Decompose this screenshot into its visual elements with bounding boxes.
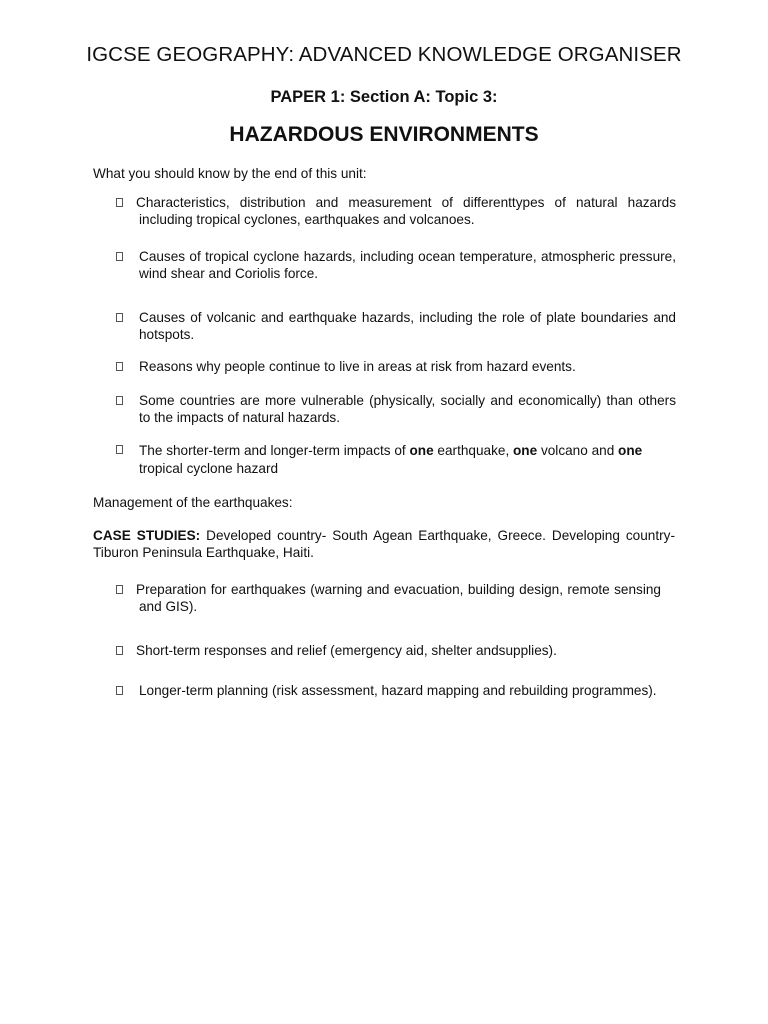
impacts-mid-earthquake: earthquake, [433, 443, 513, 458]
case-studies-label: CASE STUDIES: [93, 528, 201, 543]
impacts-prefix: The shorter-term and longer-term impacts of [139, 443, 410, 458]
objective-text: Causes of volcanic and earthquake hazards, including the role of plate boundaries and hotspots. [139, 310, 676, 342]
objective-text: Characteristics, distribution and measurement of differenttypes of natural hazards including tropical cyclones, earthquakes and volcanoes. [136, 195, 676, 227]
checkbox-icon [116, 585, 123, 594]
intro-text: What you should know by the end of this unit: [93, 166, 367, 181]
objective-text [139, 442, 676, 478]
emphasis-one: one [618, 443, 643, 458]
objective-text: Some countries are more vulnerable (physically, socially and economically) than others to the impacts of natural hazards. [139, 393, 676, 425]
management-item [116, 683, 676, 700]
document-title: IGCSE GEOGRAPHY: ADVANCED KNOWLEDGE ORGANISER [86, 43, 682, 66]
objective-item [116, 195, 676, 228]
checkbox-icon [116, 198, 123, 207]
objective-item [116, 359, 676, 376]
management-item [116, 643, 676, 660]
topic-title: HAZARDOUS ENVIRONMENTS [229, 123, 539, 146]
checkbox-icon [116, 646, 123, 655]
objective-text: Reasons why people continue to live in areas at risk from hazard events. [139, 359, 576, 374]
objective-item [116, 249, 676, 282]
impacts-suffix: tropical cyclone hazard [139, 461, 279, 476]
impacts-mid-volcano: volcano and [537, 443, 619, 458]
checkbox-icon [116, 396, 123, 405]
emphasis-one: one [513, 443, 538, 458]
management-text: Short-term responses and relief (emergency aid, shelter andsupplies). [136, 643, 557, 658]
checkbox-icon [116, 252, 123, 261]
management-text: Longer-term planning (risk assessment, hazard mapping and rebuilding programmes). [139, 683, 657, 698]
case-studies-text: Developed country- South Agean Earthquake, Greece. Developing country- Tiburon Peninsula Earthquake, Haiti. [93, 528, 675, 560]
checkbox-icon [116, 313, 123, 322]
case-studies [93, 528, 675, 561]
checkbox-icon [116, 686, 123, 695]
checkbox-icon [116, 445, 123, 454]
management-text: Preparation for earthquakes (warning and evacuation, building design, remote sensing and GIS). [136, 582, 661, 614]
management-heading: Management of the earthquakes: [93, 495, 293, 510]
objective-item-impacts [116, 442, 676, 478]
checkbox-icon [116, 362, 123, 371]
paper-section-heading: PAPER 1: Section A: Topic 3: [270, 88, 498, 106]
management-item [116, 582, 676, 615]
objective-item [116, 310, 676, 343]
emphasis-one: one [409, 443, 434, 458]
objective-text: Causes of tropical cyclone hazards, including ocean temperature, atmospheric pressure, wind shear and Coriolis force. [139, 249, 676, 281]
objective-item [116, 393, 676, 426]
